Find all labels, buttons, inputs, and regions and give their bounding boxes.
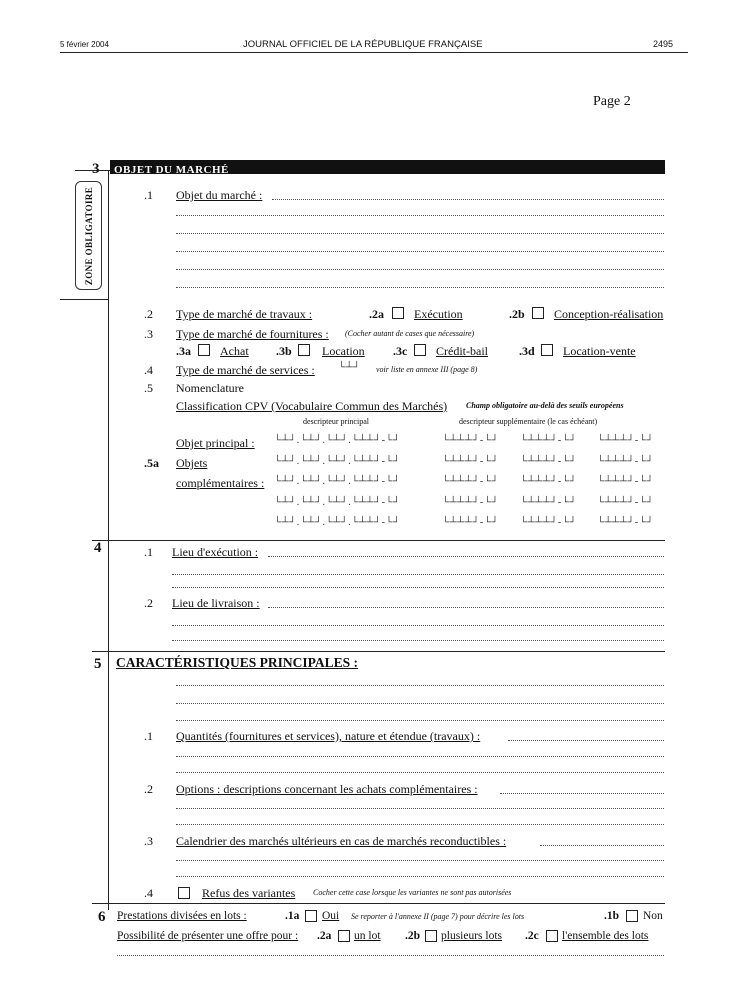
execution-checkbox[interactable] [392, 307, 404, 319]
un-lot-label: un lot [354, 930, 381, 942]
caracteristiques-field[interactable] [176, 703, 664, 704]
location-label: Location [322, 344, 365, 358]
refus-variantes-note: Cocher cette case lorsque les variantes ne sont pas autorisées [313, 888, 512, 897]
lieu-livraison-label: Lieu de livraison : [172, 596, 260, 610]
options-field[interactable] [500, 793, 664, 794]
cpv-code-supplementaire[interactable]: └┴┴┴┘-└┘ [597, 497, 654, 508]
achat-checkbox[interactable] [198, 344, 210, 356]
cpv-code-principal[interactable]: └┴┘.└┴┘.└┴┘.└┴┴┘-└┘ [274, 456, 401, 467]
zone-obligatoire-box [75, 181, 102, 290]
lots-non-checkbox[interactable] [626, 910, 638, 922]
cpv-code-supplementaire[interactable]: └┴┴┴┘-└┘ [442, 435, 499, 446]
option-number: .2a [369, 307, 384, 321]
item-number: .1 [144, 729, 153, 743]
services-code-field[interactable]: └┴┘ [338, 362, 361, 373]
ensemble-lots-checkbox[interactable] [546, 930, 558, 942]
objet-marche-field[interactable] [176, 233, 664, 234]
calendrier-label: Calendrier des marchés ultérieurs en cas de marchés reconductibles : [176, 834, 507, 848]
item-number: .2 [144, 782, 153, 796]
option-number: .2c [525, 930, 539, 942]
lieu-execution-label: Lieu d'exécution : [172, 545, 259, 559]
cpv-code-supplementaire[interactable]: └┴┴┴┘-└┘ [520, 456, 577, 467]
options-field[interactable] [176, 808, 664, 809]
item-number: .1 [144, 188, 153, 202]
section6-rule [92, 903, 665, 904]
item-number: .2 [144, 596, 153, 610]
cpv-code-principal[interactable]: └┴┘.└┴┘.└┴┘.└┴┴┘-└┘ [274, 476, 401, 487]
objet-marche-field[interactable] [176, 269, 664, 270]
cpv-code-principal[interactable]: └┴┘.└┴┘.└┴┘.└┴┴┘-└┘ [274, 497, 401, 508]
lieu-livraison-field[interactable] [172, 625, 664, 626]
caracteristiques-field[interactable] [176, 685, 664, 686]
item-number: .3 [144, 327, 153, 341]
section5-title: CARACTÉRISTIQUES PRINCIPALES : [116, 655, 359, 670]
section3-title-bar [110, 160, 665, 174]
item-number: .5a [144, 456, 159, 470]
header-page-number: 2495 [653, 39, 674, 49]
options-field[interactable] [176, 824, 664, 825]
header-rule [60, 52, 688, 53]
option-number: .2a [317, 930, 332, 942]
nomenclature-label: Nomenclature [176, 381, 244, 395]
cpv-code-supplementaire[interactable]: └┴┴┴┘-└┘ [520, 435, 577, 446]
section5-rule [92, 651, 665, 652]
calendrier-field[interactable] [176, 876, 664, 877]
option-number: .1a [285, 910, 300, 922]
un-lot-checkbox[interactable] [338, 930, 350, 942]
type-fournitures-note: (Cocher autant de cases que nécessaire) [345, 329, 475, 338]
option-number: .2b [405, 930, 421, 942]
quantites-field[interactable] [508, 740, 664, 741]
plusieurs-lots-label: plusieurs lots [441, 930, 503, 942]
cpv-code-supplementaire[interactable]: └┴┴┴┘-└┘ [442, 476, 499, 487]
conception-realisation-checkbox[interactable] [532, 307, 544, 319]
zone-divider [60, 299, 108, 300]
option-number: .3d [519, 344, 535, 358]
objet-principal-label: Objet principal : [176, 436, 255, 450]
services-note: voir liste en annexe III (page 8) [376, 365, 478, 374]
complementaires-label: complémentaires : [176, 476, 265, 490]
cpv-code-supplementaire[interactable]: └┴┴┴┘-└┘ [597, 435, 654, 446]
lots-non-label: Non [643, 910, 663, 922]
execution-label: Exécution [414, 307, 463, 321]
quantites-field[interactable] [176, 756, 664, 757]
item-number: .3 [144, 834, 153, 848]
item-number: .4 [144, 886, 153, 900]
cpv-code-principal[interactable]: └┴┘.└┴┘.└┴┘.└┴┴┘-└┘ [274, 435, 401, 446]
objet-marche-field[interactable] [176, 287, 664, 288]
cpv-code-supplementaire[interactable]: └┴┴┴┘-└┘ [597, 517, 654, 528]
section4-number: 4 [94, 540, 102, 556]
header-journal-title: JOURNAL OFFICIEL DE LA RÉPUBLIQUE FRANÇAISE [243, 39, 483, 50]
section3-title: OBJET DU MARCHÉ [114, 164, 229, 176]
page-label: Page 2 [593, 94, 631, 109]
quantites-label: Quantités (fournitures et services), nature et étendue (travaux) : [176, 729, 481, 743]
type-travaux-label: Type de marché de travaux : [176, 307, 313, 321]
objet-marche-field[interactable] [272, 199, 664, 200]
section4-rule [92, 540, 665, 541]
calendrier-field[interactable] [176, 860, 664, 861]
quantites-field[interactable] [176, 772, 664, 773]
lots-oui-label: Oui [322, 910, 340, 922]
section3-number: 3 [92, 161, 100, 177]
cpv-code-supplementaire[interactable]: └┴┴┴┘-└┘ [597, 476, 654, 487]
offre-pour-label: Possibilité de présenter une offre pour : [117, 930, 299, 942]
descripteur-supplementaire-header: descripteur supplémentaire (le cas échéant) [459, 417, 598, 426]
credit-bail-checkbox[interactable] [414, 344, 426, 356]
achat-label: Achat [220, 344, 249, 358]
objets-label: Objets [176, 456, 208, 470]
item-number: .2 [144, 307, 153, 321]
prestations-lots-label: Prestations divisées en lots : [117, 910, 247, 922]
option-number: .3a [176, 344, 191, 358]
option-number: .1b [604, 910, 620, 922]
cpv-code-supplementaire[interactable]: └┴┴┴┘-└┘ [520, 497, 577, 508]
location-vente-checkbox[interactable] [541, 344, 553, 356]
type-fournitures-label: Type de marché de fournitures : [176, 327, 329, 341]
cpv-code-supplementaire[interactable]: └┴┴┴┘-└┘ [597, 456, 654, 467]
zone-obligatoire-label: ZONE OBLIGATOIRE [83, 186, 94, 285]
header-date: 5 février 2004 [60, 40, 109, 49]
bottom-rule [117, 955, 664, 956]
item-number: .4 [144, 363, 153, 377]
section6-number: 6 [98, 909, 106, 925]
section5-number: 5 [94, 656, 102, 672]
options-label: Options : descriptions concernant les achats complémentaires : [176, 782, 478, 796]
lieu-execution-field[interactable] [268, 556, 664, 557]
refus-variantes-label: Refus des variantes [202, 886, 296, 900]
cpv-note: Champ obligatoire au-delà des seuils européens [466, 401, 624, 410]
cpv-code-supplementaire[interactable]: └┴┴┴┘-└┘ [520, 517, 577, 528]
plusieurs-lots-checkbox[interactable] [425, 930, 437, 942]
cpv-label: Classification CPV (Vocabulaire Commun des Marchés) [176, 399, 448, 413]
cpv-code-supplementaire[interactable]: └┴┴┴┘-└┘ [442, 497, 499, 508]
credit-bail-label: Crédit-bail [436, 344, 488, 358]
conception-realisation-label: Conception-réalisation [554, 307, 664, 321]
cpv-code-supplementaire[interactable]: └┴┴┴┘-└┘ [520, 476, 577, 487]
descripteur-principal-header: descripteur principal [303, 417, 369, 426]
objet-marche-label: Objet du marché : [176, 188, 263, 202]
cpv-code-principal[interactable]: └┴┘.└┴┘.└┴┘.└┴┴┘-└┘ [274, 517, 401, 528]
lots-note: Se reporter à l'annexe II (page 7) pour décrire les lots [351, 912, 525, 921]
ensemble-lots-label: l'ensemble des lots [562, 930, 649, 942]
objet-marche-field[interactable] [176, 251, 664, 252]
refus-variantes-checkbox[interactable] [178, 887, 190, 899]
option-number: .3b [276, 344, 292, 358]
lieu-execution-field[interactable] [172, 587, 664, 588]
objet-marche-field[interactable] [176, 215, 664, 216]
calendrier-field[interactable] [540, 845, 664, 846]
option-number: .3c [393, 344, 408, 358]
caracteristiques-field[interactable] [176, 720, 664, 721]
cpv-code-supplementaire[interactable]: └┴┴┴┘-└┘ [442, 456, 499, 467]
cpv-code-supplementaire[interactable]: └┴┴┴┘-└┘ [442, 517, 499, 528]
lieu-livraison-field[interactable] [268, 607, 664, 608]
type-services-label: Type de marché de services : [176, 363, 315, 377]
location-vente-label: Location-vente [563, 344, 636, 358]
lieu-execution-field[interactable] [172, 574, 664, 575]
option-number: .2b [509, 307, 525, 321]
item-number: .5 [144, 381, 153, 395]
lots-oui-checkbox[interactable] [305, 910, 317, 922]
location-checkbox[interactable] [298, 344, 310, 356]
item-number: .1 [144, 545, 153, 559]
lieu-livraison-field[interactable] [172, 640, 664, 641]
